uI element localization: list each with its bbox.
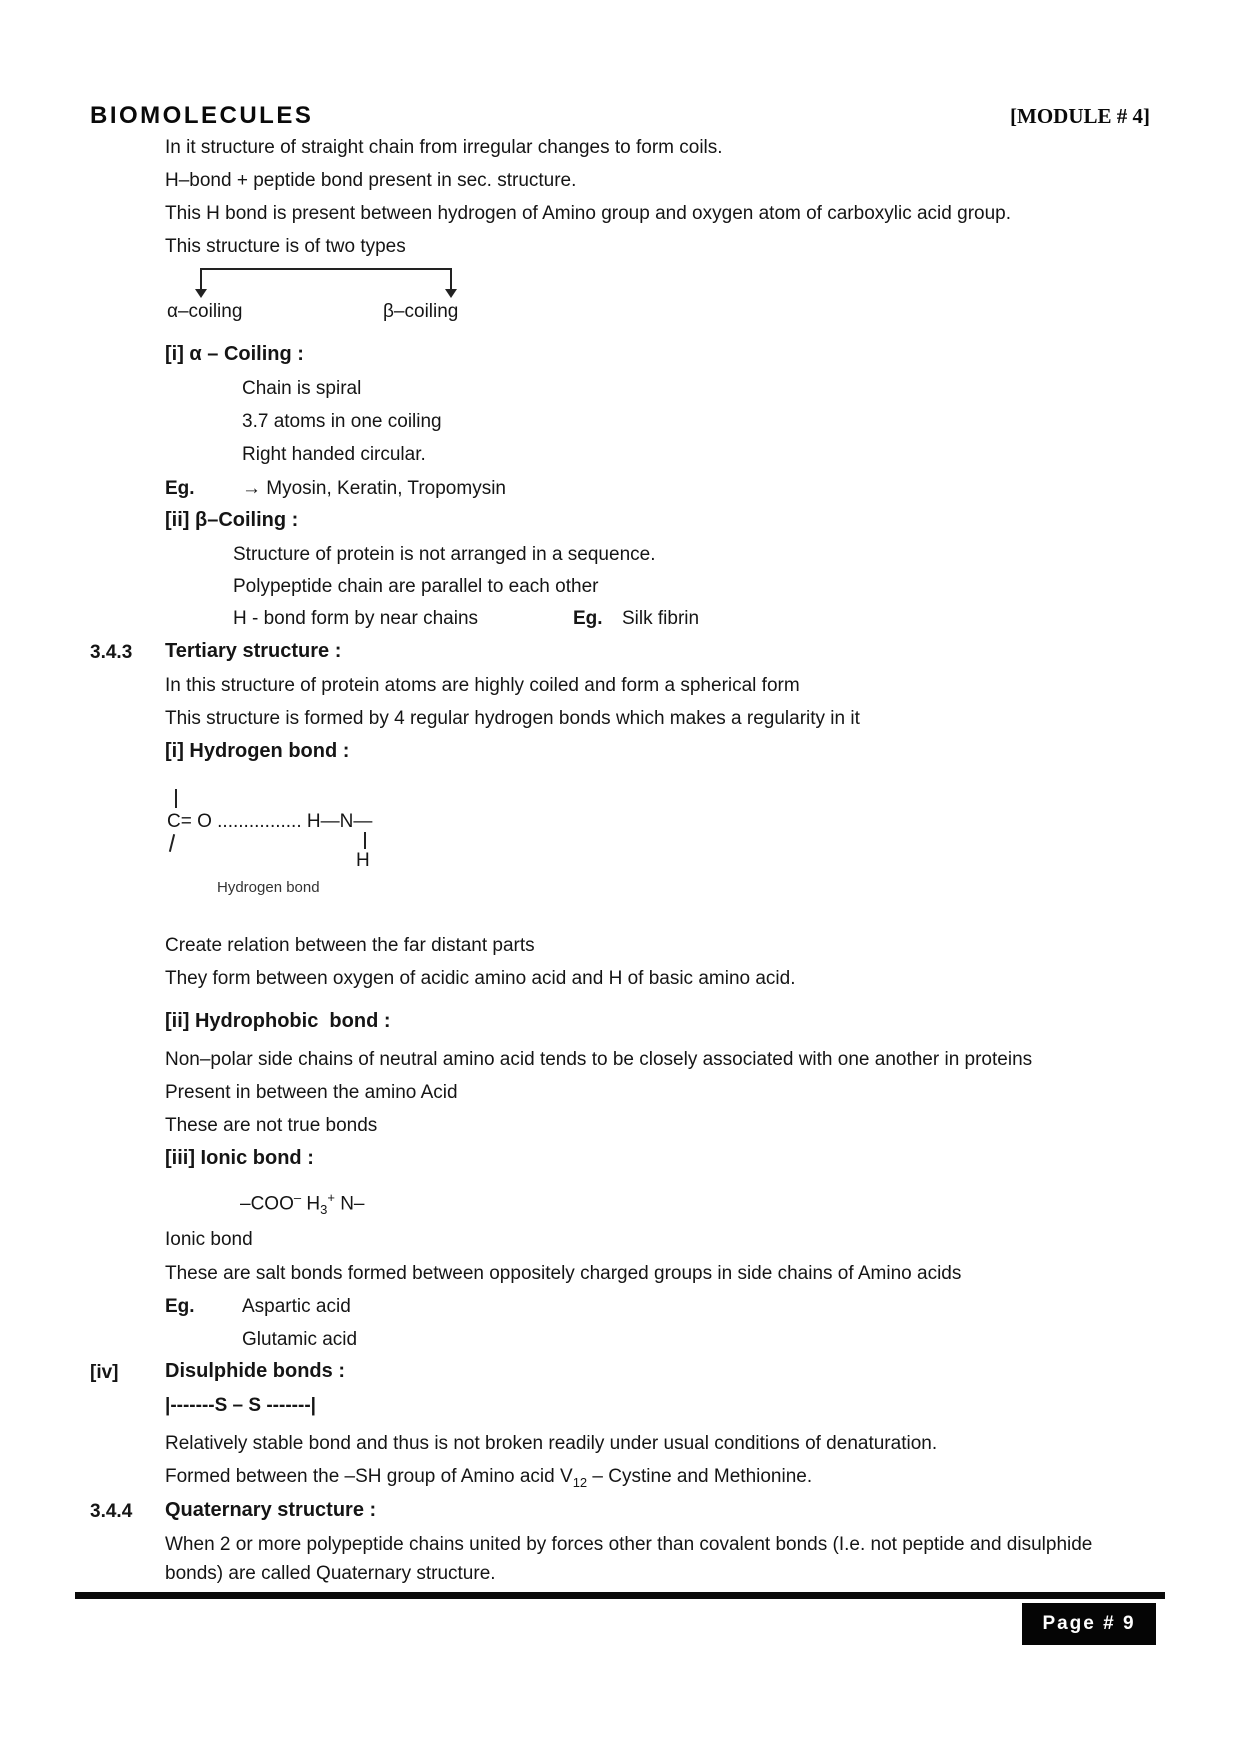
text-line: When 2 or more polypeptide chains united by forces other than covalent bonds (I.e. not peptide and disulphide (165, 1534, 1093, 1555)
bond-h-atom: H (356, 850, 370, 871)
eg-text: Silk fibrin (622, 608, 700, 629)
section-number: [iv] (90, 1362, 119, 1383)
text-line: Polypeptide chain are parallel to each other (233, 576, 599, 597)
eg-label: Eg. (165, 1296, 195, 1317)
diagram-caption: Hydrogen bond (217, 879, 320, 896)
disulphide-heading: Disulphide bonds : (165, 1360, 345, 1382)
text-line: They form between oxygen of acidic amino acid and H of basic amino acid. (165, 968, 796, 989)
text-line: Relatively stable bond and thus is not broken readily under usual conditions of denaturation. (165, 1433, 938, 1454)
text-line: This structure is of two types (165, 236, 406, 257)
branch-label-alpha: α–coiling (167, 301, 243, 322)
formula-superscript: + (327, 1190, 335, 1205)
formula-prefix: –COO (240, 1193, 294, 1215)
formula-mid: H (301, 1193, 321, 1215)
hydrophobic-bond-heading: [ii] Hydrophobic bond : (165, 1010, 391, 1032)
page-number-badge (1022, 1603, 1156, 1645)
formed-prefix: Formed between the –SH group of Amino acid V (165, 1466, 573, 1487)
tertiary-heading: Tertiary structure : (165, 640, 342, 662)
branch-bracket-bar (200, 268, 452, 270)
ionic-bond-heading: [iii] Ionic bond : (165, 1147, 314, 1169)
text-line: Non–polar side chains of neutral amino acid tends to be closely associated with one another in proteins (165, 1049, 1033, 1070)
text-line: H–bond + peptide bond present in sec. structure. (165, 170, 577, 191)
bond-tick-below-c (169, 834, 175, 852)
text-line: Chain is spiral (242, 378, 362, 399)
eg-text: → Myosin, Keratin, Tropomysin (242, 478, 506, 499)
branch-bracket-right-stem (450, 268, 452, 290)
ionic-bond-label: Ionic bond (165, 1229, 253, 1250)
down-arrow-icon (195, 289, 207, 298)
section-number: 3.4.3 (90, 642, 133, 663)
eg-label: Eg. (165, 478, 195, 499)
text-line: These are not true bonds (165, 1115, 378, 1136)
text-line: Create relation between the far distant parts (165, 935, 535, 956)
bond-tick-below-n (364, 832, 366, 849)
text-line: In it structure of straight chain from irregular changes to form coils. (165, 137, 723, 158)
branch-bracket-left-stem (200, 268, 202, 290)
eg-item: Glutamic acid (242, 1329, 358, 1350)
beta-coiling-heading: [ii] β–Coiling : (165, 509, 299, 531)
formula-subscript: 3 (320, 1202, 328, 1218)
text-line: H - bond form by near chains (233, 608, 479, 629)
text-line: Right handed circular. (242, 444, 426, 465)
text-line: bonds) are called Quaternary structure. (165, 1563, 496, 1584)
branch-label-beta: β–coiling (383, 301, 459, 322)
disulphide-formula: |-------S – S -------| (165, 1395, 316, 1416)
text-line: Structure of protein is not arranged in a sequence. (233, 544, 656, 565)
eg-item: Aspartic acid (242, 1296, 351, 1317)
hydrogen-bond-heading: [i] Hydrogen bond : (165, 740, 350, 762)
page-number-label: Page # 9 (1042, 1613, 1136, 1634)
bond-tick-above-c (175, 789, 177, 808)
formula-subscript: 12 (572, 1474, 588, 1490)
formula-superscript: – (293, 1190, 302, 1205)
text-line: This structure is formed by 4 regular hydrogen bonds which makes a regularity in it (165, 708, 860, 729)
formula-suffix: N– (334, 1193, 365, 1215)
section-number: 3.4.4 (90, 1501, 133, 1522)
text-line: In this structure of protein atoms are highly coiled and form a spherical form (165, 675, 800, 696)
quaternary-heading: Quaternary structure : (165, 1499, 377, 1521)
text-line: This H bond is present between hydrogen of Amino group and oxygen atom of carboxylic acid group. (165, 203, 1012, 224)
module-tag: [MODULE # 4] (1010, 104, 1150, 128)
text-line (165, 1465, 812, 1494)
alpha-coiling-heading: [i] α – Coiling : (165, 343, 304, 365)
hydrogen-bond-formula: C= O ................ H—N— (167, 811, 373, 832)
ionic-bond-formula (240, 1186, 365, 1221)
footer-rule (75, 1592, 1165, 1599)
text-line: Present in between the amino Acid (165, 1082, 458, 1103)
text-line: 3.7 atoms in one coiling (242, 411, 442, 432)
formed-suffix: – Cystine and Methionine. (587, 1466, 813, 1487)
down-arrow-icon (445, 289, 457, 298)
page-title: BIOMOLECULES (90, 102, 314, 129)
eg-label: Eg. (573, 608, 603, 629)
text-line: These are salt bonds formed between oppositely charged groups in side chains of Amino acids (165, 1263, 962, 1284)
